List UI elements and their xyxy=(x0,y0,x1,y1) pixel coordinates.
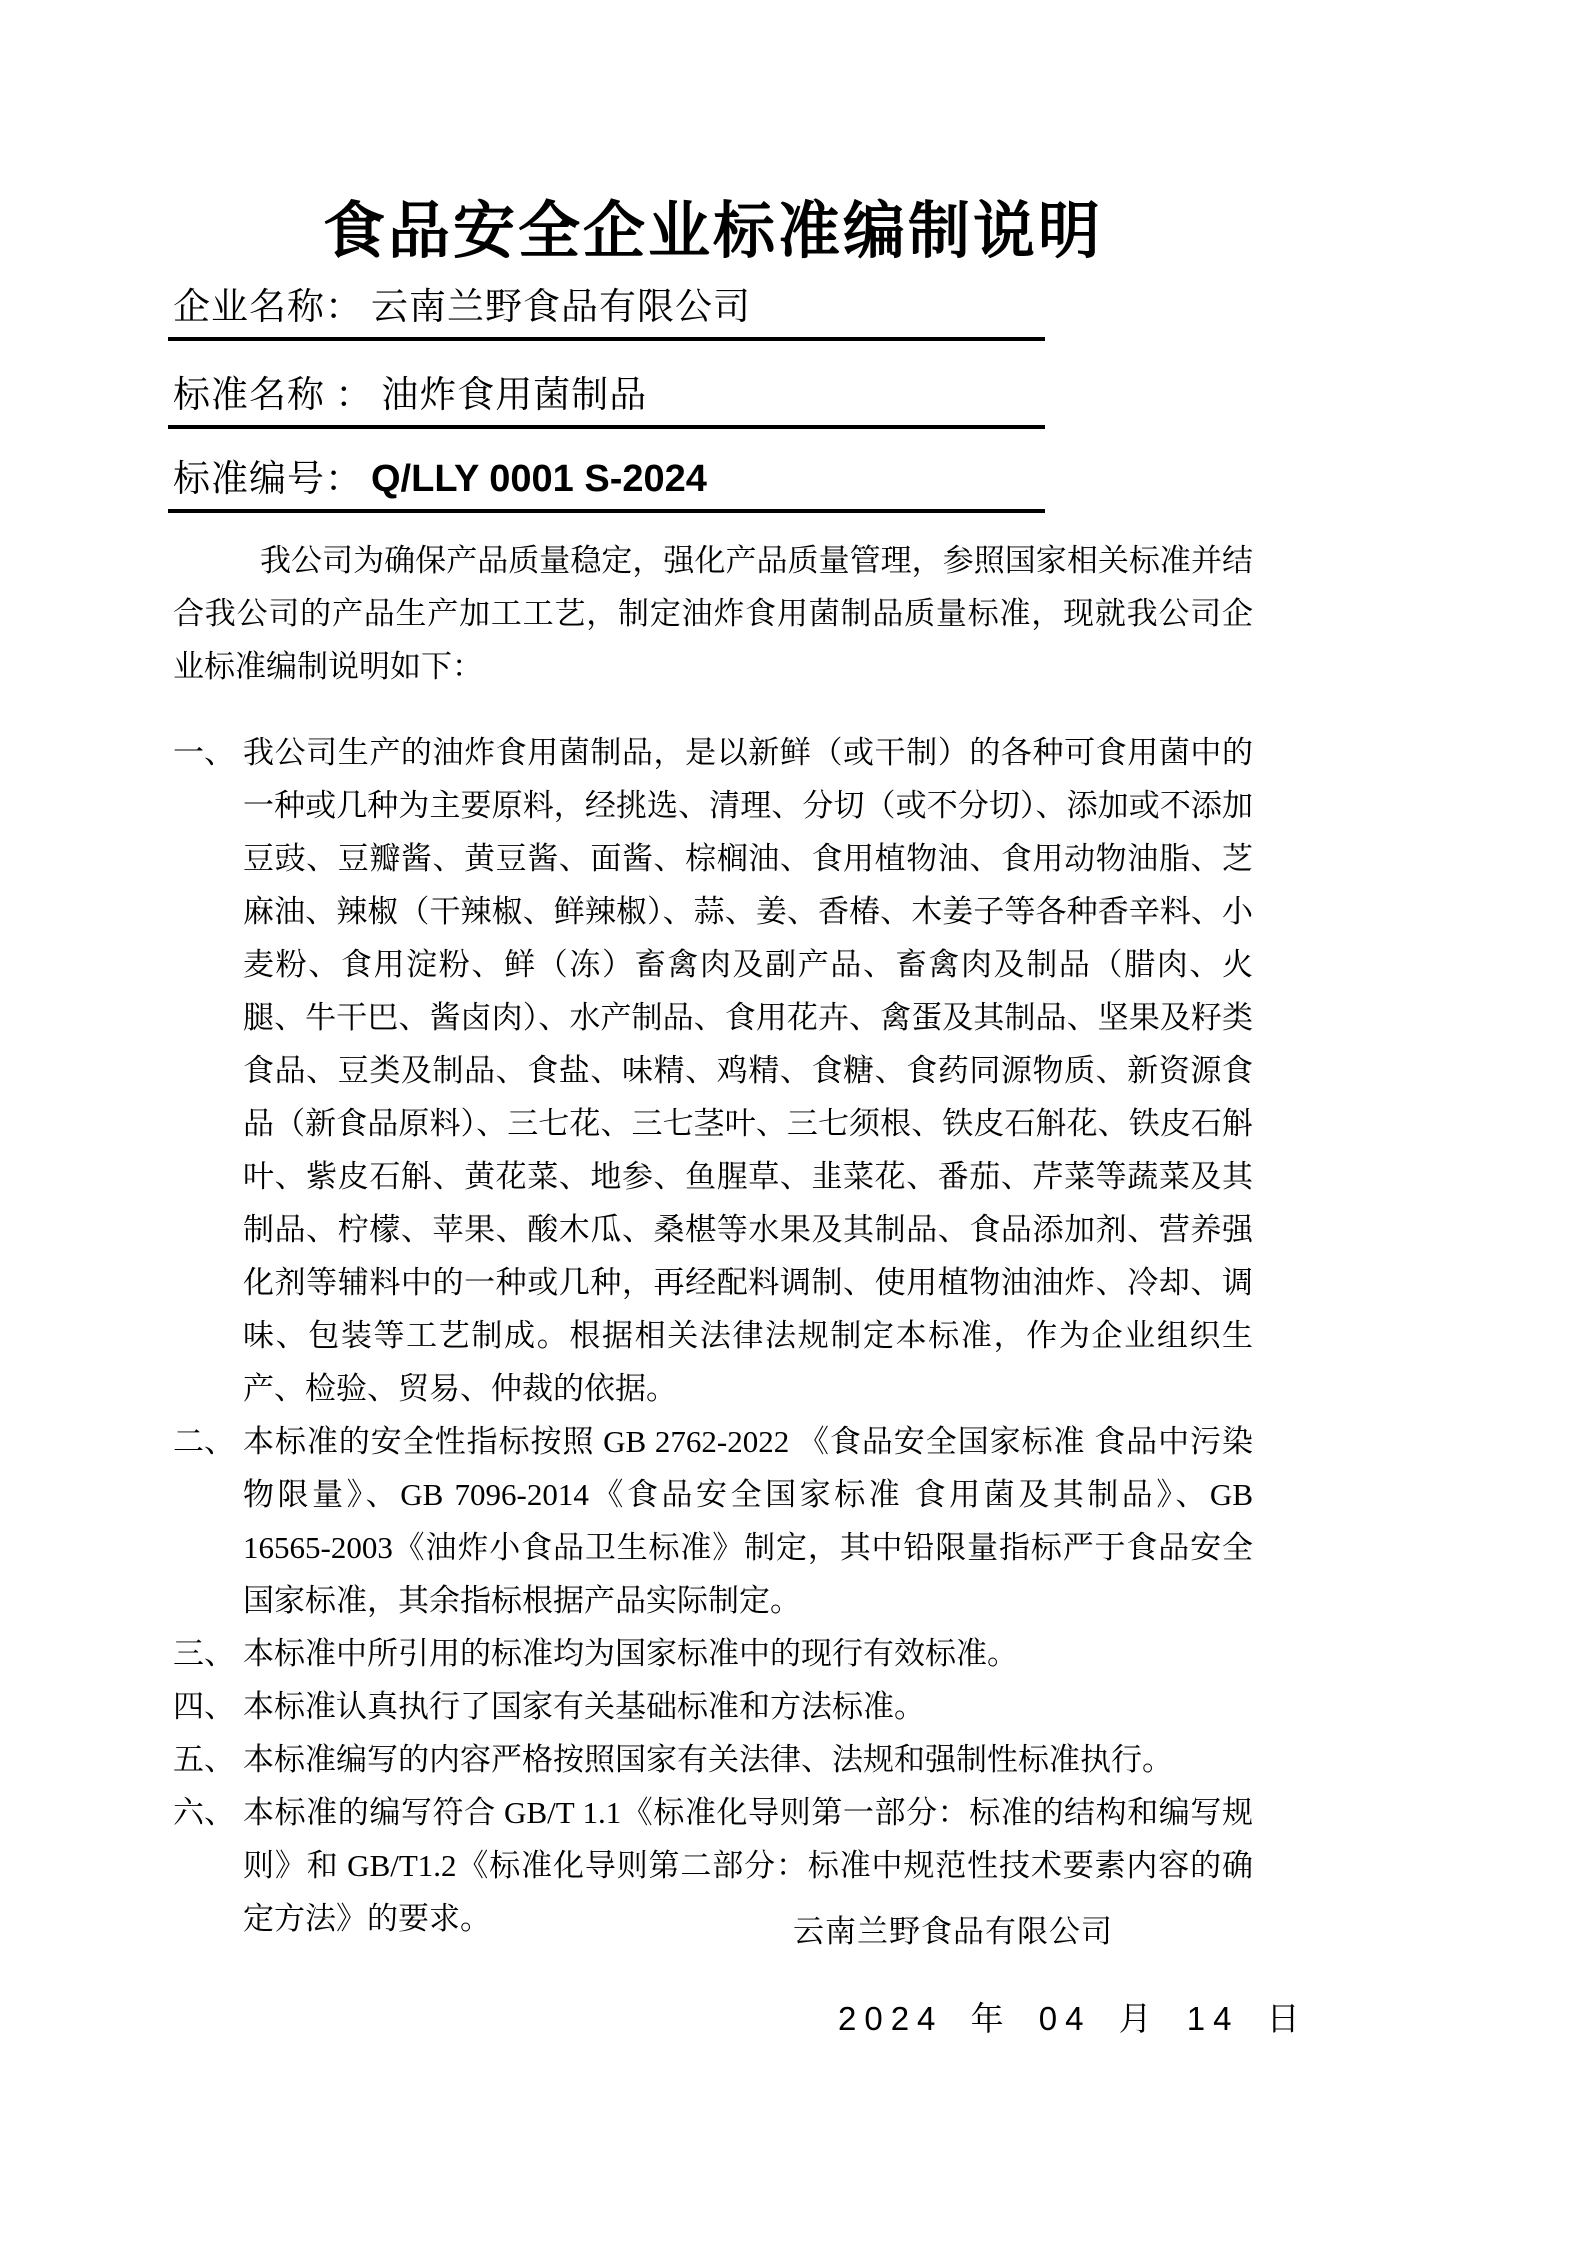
list-item-5 xyxy=(173,1733,1253,1786)
field-standard-name-value: 油炸食用菌制品 xyxy=(381,375,648,416)
field-standard-number-label: 标准编号： xyxy=(173,459,363,500)
list-item-3-text: 本标准中所引用的标准均为国家标准中的现行有效标准。 xyxy=(243,1636,1018,1671)
list-item-4-text: 本标准认真执行了国家有关基础标准和方法标准。 xyxy=(243,1689,925,1724)
list-item-2-text: 本标准的安全性指标按照 GB 2762-2022 《食品安全国家标准 食品中污染物限量》、GB 7096-2014《食品安全国家标准 食用菌及其制品》、GB 16565-2003《油炸小食品卫生标准》制定，其中铅限量指标严于食品安全国家标准，其余指标根据产品实际制定。 xyxy=(243,1424,1253,1618)
list-item-2-number: 二、 xyxy=(173,1424,235,1459)
list-item-6-text: 本标准的编写符合 GB/T 1.1《标准化导则第一部分：标准的结构和编写规则》和 GB/T1.2《标准化导则第二部分：标准中规范性技术要素内容的确定方法》的要求。 xyxy=(243,1795,1253,1936)
numbered-list xyxy=(173,726,1253,1945)
field-company-name xyxy=(168,286,1045,341)
field-company-name-label: 企业名称： xyxy=(173,287,363,328)
document-body xyxy=(173,534,1253,1945)
signature-date: 2024 年 04 月 14 日 xyxy=(838,2000,1308,2037)
list-item-2 xyxy=(173,1415,1253,1627)
signature-company: 云南兰野食品有限公司 xyxy=(793,1914,1113,1949)
list-item-3-number: 三、 xyxy=(173,1636,235,1671)
field-standard-name-label: 标准名称 ： xyxy=(173,375,374,416)
list-item-3 xyxy=(173,1627,1253,1680)
list-item-6-number: 六、 xyxy=(173,1795,235,1830)
list-item-1 xyxy=(173,726,1253,1415)
list-item-5-number: 五、 xyxy=(173,1742,235,1777)
list-item-4 xyxy=(173,1680,1253,1733)
field-standard-name xyxy=(168,374,1045,429)
list-item-4-number: 四、 xyxy=(173,1689,235,1724)
list-item-5-text: 本标准编写的内容严格按照国家有关法律、法规和强制性标准执行。 xyxy=(243,1742,1173,1777)
document-title: 食品安全企业标准编制说明 xyxy=(322,197,1103,266)
field-standard-number xyxy=(168,458,1045,513)
intro-paragraph: 我公司为确保产品质量稳定，强化产品质量管理，参照国家相关标准并结合我公司的产品生产加工工艺，制定油炸食用菌制品质量标准，现就我公司企业标准编制说明如下： xyxy=(173,543,1253,684)
field-company-name-value: 云南兰野食品有限公司 xyxy=(371,287,751,328)
field-standard-number-value: Q/LLY 0001 S-2024 xyxy=(371,458,707,500)
list-item-1-text: 我公司生产的油炸食用菌制品，是以新鲜（或干制）的各种可食用菌中的一种或几种为主要原料，经挑选、清理、分切（或不分切）、添加或不添加豆豉、豆瓣酱、黄豆酱、面酱、棕榈油、食用植物油、食用动物油脂、芝麻油、辣椒（干辣椒、鲜辣椒）、蒜、姜、香椿、木姜子等各种香辛料、小麦粉、食用淀粉、鲜（冻）畜禽肉及副产品、畜禽肉及制品（腊肉、火腿、牛干巴、酱卤肉）、水产制品、食用花卉、禽蛋及其制品、坚果及籽类食品、豆类及制品、食盐、味精、鸡精、食糖、食药同源物质、新资源食品（新食品原料）、三七花、三七茎叶、三七须根、铁皮石斛花、铁皮石斛叶、紫皮石斛、黄花菜、地参、鱼腥草、韭菜花、番茄、芹菜等蔬菜及其制品、柠檬、苹果、酸木瓜、桑椹等水果及其制品、食品添加剂、营养强化剂等辅料中的一种或几种，再经配料调制、使用植物油油炸、冷却、调味、包装等工艺制成。根据相关法律法规制定本标准，作为企业组织生产、检验、贸易、仲裁的依据。 xyxy=(243,735,1253,1406)
list-item-1-number: 一、 xyxy=(173,735,235,770)
